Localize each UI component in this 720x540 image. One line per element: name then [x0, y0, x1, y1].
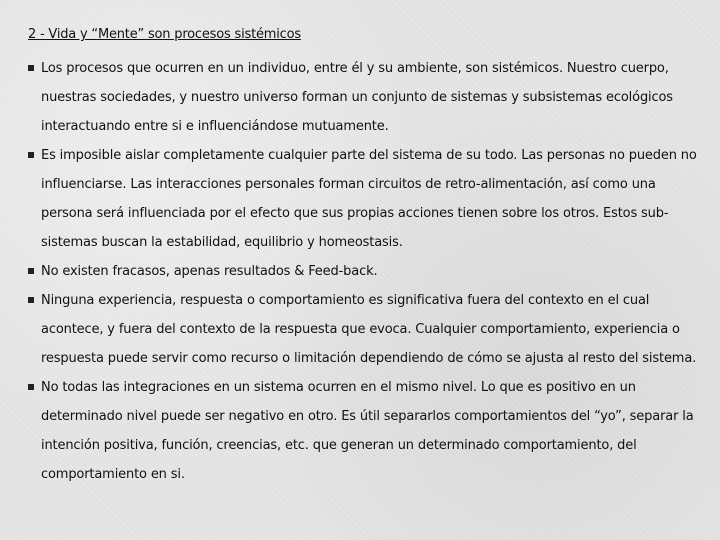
bullet-item-5: [28, 373, 698, 489]
slide-content: [28, 26, 698, 489]
slide-title: 2 - Vida y “Mente” son procesos sistémicos: [28, 27, 301, 42]
bullet-item-1: [28, 54, 698, 141]
bullet-text-1: Los procesos que ocurren en un individuo, entre él y su ambiente, son sistémicos. Nuestro cuerpo, nuestras sociedades, y nuestro universo forman un conjunto de sistemas y subsistemas ecológicos interactuando entre si e influenciándose mutuamente.: [41, 61, 673, 134]
square-bullet-icon: [28, 297, 34, 303]
bullet-text-4: Ninguna experiencia, respuesta o comportamiento es significativa fuera del contexto en el cual acontece, y fuera del contexto de la respuesta que evoca. Cualquier comportamiento, experiencia o respuesta puede servir como recurso o limitación dependiendo de cómo se ajusta al resto del sistema.: [41, 293, 697, 366]
square-bullet-icon: [28, 268, 34, 274]
square-bullet-icon: [28, 65, 34, 71]
bullet-text-3: No existen fracasos, apenas resultados & Feed-back.: [41, 264, 378, 279]
bullet-item-2: [28, 141, 698, 257]
bullet-list: [28, 54, 698, 489]
bullet-item-3: [28, 257, 698, 286]
bullet-text-2: Es imposible aislar completamente cualquier parte del sistema de su todo. Las personas no pueden no influenciarse. Las interacciones personales forman circuitos de retro-alimentación, así como una persona será influenciada por el efecto que sus propias acciones tienen sobre los otros. Estos sub-sistemas buscan la estabilidad, equilibrio y homeostasis.: [41, 148, 697, 250]
bullet-text-5: No todas las integraciones en un sistema ocurren en el mismo nivel. Lo que es positivo en un determinado nivel puede ser negativo en otro. Es útil separarlos comportamientos del “yo”, separar la intención positiva, función, creencias, etc. que generan un determinado comportamiento, del comportamiento en si.: [41, 380, 694, 482]
bullet-item-4: [28, 286, 698, 373]
square-bullet-icon: [28, 152, 34, 158]
square-bullet-icon: [28, 384, 34, 390]
